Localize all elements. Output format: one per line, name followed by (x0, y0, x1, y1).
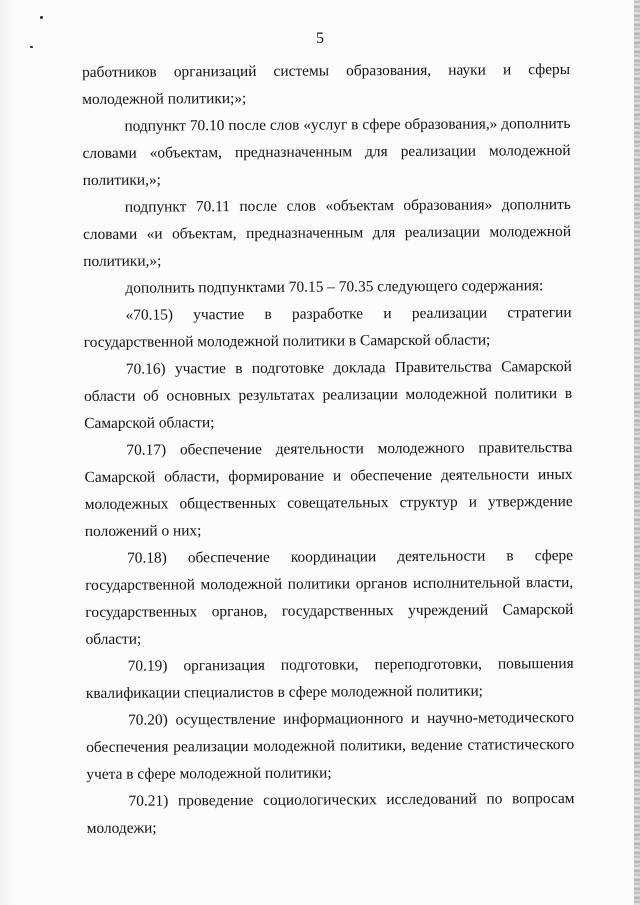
paragraph: 70.21) проведение социологических исследований по вопросам молодежи; (86, 790, 575, 837)
document-body (82, 56, 575, 842)
scan-speck (40, 16, 43, 19)
paragraph: 70.18) обеспечение координации деятельности в сфере государственной молодежной политики органов исполнительной власти, государственных органов, государственных учреждений Самарской области; (85, 547, 574, 648)
paragraph: 70.17) обеспечение деятельности молодежного правительства Самарской области, формирование и обеспечение деятельности иных молодежных общественных совещательных структур и утверждение положений о них; (84, 439, 573, 540)
paragraph: подпункт 70.11 после слов «объектам образования» дополнить словами «и объектам, предназначенным для реализации молодежной политики,»; (83, 196, 572, 270)
paragraph: «70.15) участие в разработке и реализации стратегии государственной молодежной политики в Самарской области; (83, 304, 572, 351)
paragraph: 70.16) участие в подготовке доклада Правительства Самарской области об основных результатах реализации молодежной политики в Самарской области; (84, 358, 573, 432)
paragraph: 70.19) организация подготовки, переподготовки, повышения квалификации специалистов в сфере молодежной политики; (85, 655, 574, 702)
paragraph: дополнить подпунктами 70.15 – 70.35 следующего содержания: (125, 277, 544, 297)
paragraph: 70.20) осуществление информационного и научно-методического обеспечения реализации молодежной политики, ведение статистического учета в сфере молодежной политики; (86, 709, 575, 783)
paragraph: подпункт 70.10 после слов «услуг в сфере образования,» дополнить словами «объектам, предназначенным для реализации молодежной политики,»; (82, 115, 571, 189)
paragraph: работников организаций системы образования, науки и сферы молодежной политики;»; (82, 61, 571, 108)
page-number: 5 (316, 30, 324, 47)
scan-edge (634, 0, 640, 905)
